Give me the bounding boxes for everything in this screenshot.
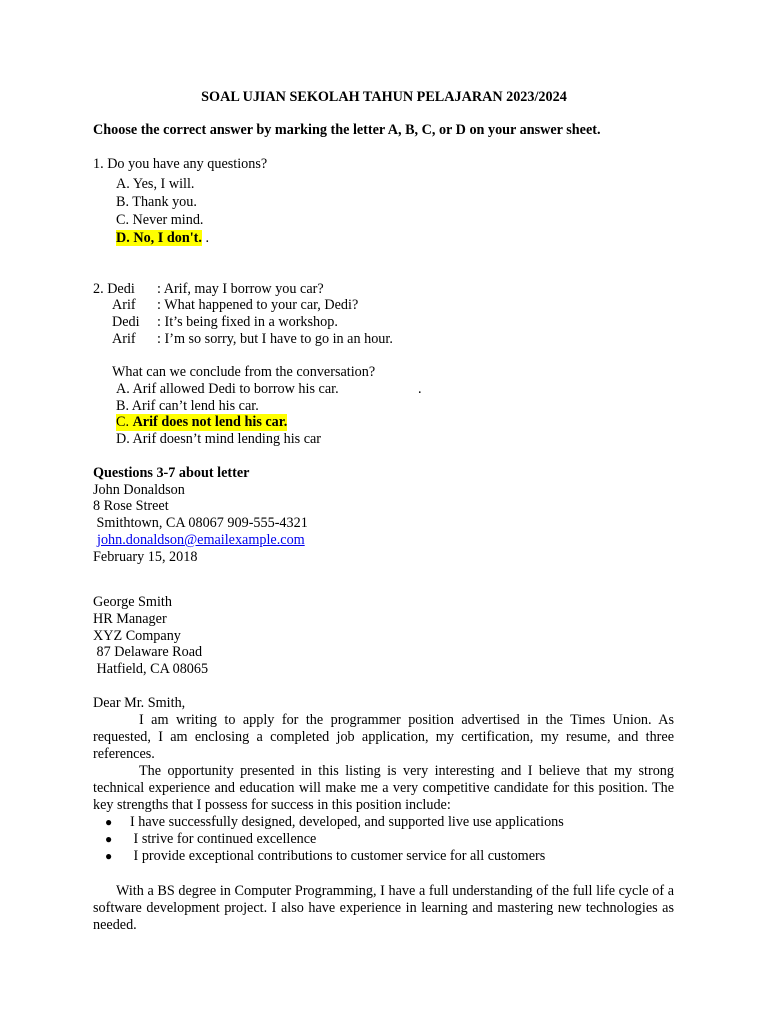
letter-paragraph-2: The opportunity presented in this listing is very interesting and I believe that my strong technical experience and education will make me a very competitive candidate for this position. The key strengths that I possess for success in this position include: [93, 763, 674, 813]
q2-dialog-line-1 [93, 281, 135, 298]
q2-option-a: A. Arif allowed Dedi to borrow his car. [116, 381, 339, 397]
list-item-text: I strive for continued excellence [130, 831, 317, 847]
recipient-title: HR Manager [93, 611, 167, 627]
q1-option-d-trail: . [201, 230, 210, 246]
q1-option-b: B. Thank you. [116, 194, 197, 210]
bullet-icon: ● [105, 849, 113, 863]
q2-dialog-speaker-3: Dedi [112, 314, 140, 330]
letter-paragraph-1: I am writing to apply for the programmer position advertised in the Times Union. As requested, I am enclosing a completed job application, my certification, my resume, and three references. [93, 712, 674, 762]
letter-paragraph-3: With a BS degree in Computer Programming, I have a full understanding of the full life cycle of a software development project. I also have experience in learning and mastering new technologies as needed. [93, 883, 674, 933]
q2-option-b: B. Arif can’t lend his car. [116, 398, 259, 414]
email-link-text[interactable]: john.donaldson@emailexample.com [97, 532, 305, 548]
instruction-text: Choose the correct answer by marking the letter A, B, C, or D on your answer sheet. [93, 122, 601, 138]
question-2: What can we conclude from the conversation? [112, 364, 376, 380]
recipient-name: George Smith [93, 594, 172, 610]
recipient-city: Hatfield, CA 08065 [93, 661, 209, 677]
q2-option-d: D. Arif doesn’t mind lending his car [116, 431, 322, 447]
strengths-list [93, 814, 674, 865]
q1-option-d-row [116, 230, 209, 247]
q1-option-a: A. Yes, I will. [116, 176, 195, 192]
sender-email-link[interactable] [97, 532, 305, 549]
q2-option-c-letter: C. [116, 414, 130, 430]
sender-street: 8 Rose Street [93, 498, 169, 514]
letter-date: February 15, 2018 [93, 549, 198, 565]
list-item-text: I have successfully designed, developed, and supported live use applications [130, 814, 564, 830]
q1-option-c: C. Never mind. [116, 212, 204, 228]
speaker-name: Dedi [107, 281, 135, 297]
sender-name: John Donaldson [93, 482, 185, 498]
letter-heading: Questions 3-7 about letter [93, 465, 250, 481]
q2-option-a-trail: . [418, 381, 422, 397]
q2-dialog-text-1: : Arif, may I borrow you car? [157, 281, 324, 297]
q2-dialog-text-4: : I’m so sorry, but I have to go in an hour. [157, 331, 393, 347]
bullet-icon: ● [105, 815, 113, 829]
list-item [93, 814, 674, 831]
q1-option-d-highlighted: D. No, I don't. [116, 230, 202, 246]
list-item-text: I provide exceptional contributions to customer service for all customers [130, 848, 546, 864]
list-item [93, 831, 674, 848]
recipient-street: 87 Delaware Road [93, 644, 203, 660]
page-title: SOAL UJIAN SEKOLAH TAHUN PELAJARAN 2023/2024 [201, 89, 567, 105]
question-1: 1. Do you have any questions? [93, 156, 268, 172]
salutation: Dear Mr. Smith, [93, 695, 186, 711]
sender-city-phone: Smithtown, CA 08067 909-555-4321 [93, 515, 308, 531]
list-item [93, 848, 674, 865]
q2-dialog-speaker-2: Arif [112, 297, 136, 313]
q2-option-c-highlighted [116, 414, 287, 431]
q2-dialog-speaker-4: Arif [112, 331, 136, 347]
q2-option-c-text: Arif does not lend his car. [132, 414, 288, 430]
q2-dialog-text-3: : It’s being fixed in a workshop. [157, 314, 338, 330]
bullet-icon: ● [105, 832, 113, 846]
q2-dialog-text-2: : What happened to your car, Dedi? [157, 297, 359, 313]
question-number: 2. [93, 281, 108, 297]
recipient-company: XYZ Company [93, 628, 181, 644]
